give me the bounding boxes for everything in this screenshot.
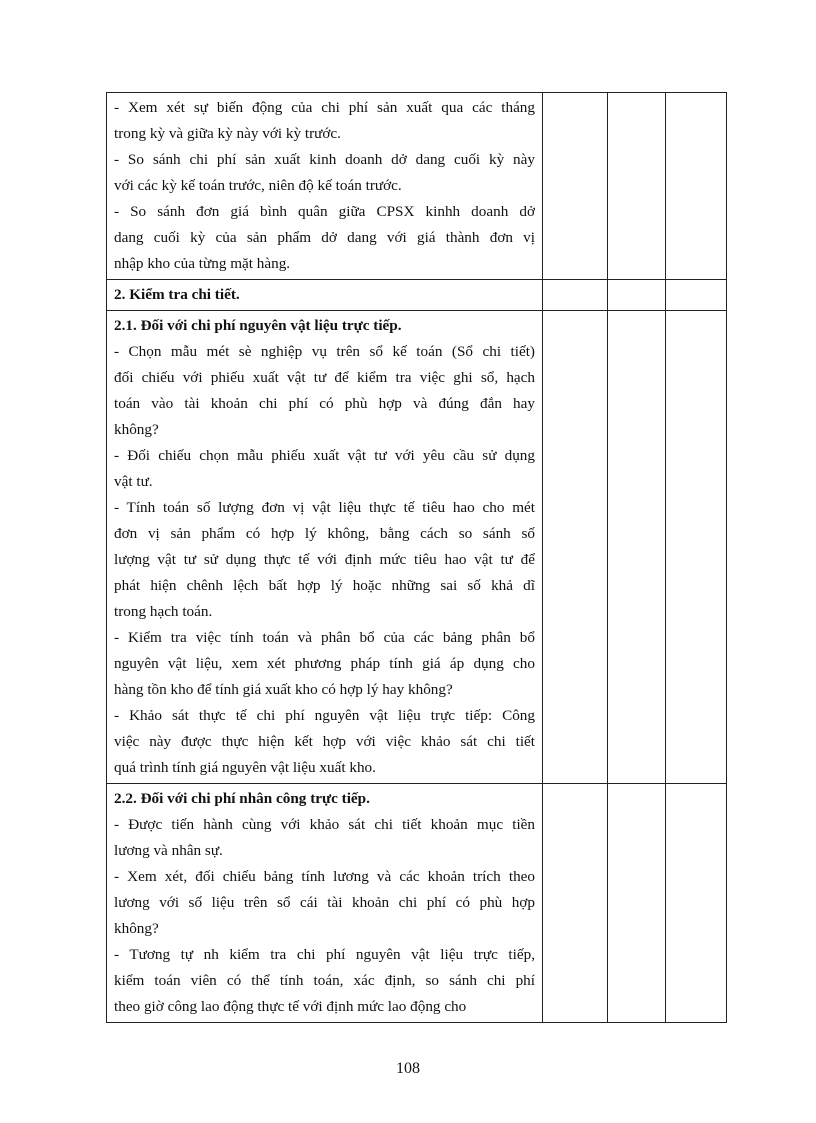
text-line: - Tương tự nh kiểm tra chi phí nguyên vật liệu trực tiếp,	[114, 946, 535, 963]
text-line: hàng tồn kho để tính giá xuất kho có hợp lý hay không?	[114, 681, 453, 698]
empty-column-cell	[608, 784, 666, 1023]
text-line: dang cuối kỳ của sản phẩm dở dang với giá thành đơn vị	[114, 229, 535, 246]
empty-column-cell	[666, 93, 727, 280]
text-line: không?	[114, 421, 159, 438]
table-row	[107, 93, 727, 280]
text-line: - Khảo sát thực tế chi phí nguyên vật liệu trực tiếp: Công	[114, 707, 535, 724]
procedure-cell	[107, 280, 543, 311]
text-line: trong hạch toán.	[114, 603, 213, 620]
text-line: việc này được thực hiện kết hợp với việc khảo sát chi tiết	[114, 733, 535, 750]
empty-column-cell	[608, 93, 666, 280]
empty-column-cell	[543, 311, 608, 784]
text-line: - So sánh đơn giá bình quân giữa CPSX kinhh doanh dở	[114, 203, 535, 220]
text-line: kiểm toán viên có thể tính toán, xác định, so sánh chi phí	[114, 972, 535, 989]
empty-column-cell	[608, 280, 666, 311]
empty-column-cell	[666, 784, 727, 1023]
procedure-cell	[107, 311, 543, 784]
section-heading: 2.1. Đối với chi phí nguyên vật liệu trực tiếp.	[114, 317, 402, 334]
text-line: toán vào tài khoản chi phí có phù hợp và đúng đắn hay	[114, 395, 535, 412]
empty-column-cell	[543, 280, 608, 311]
text-line: lượng vật tư sử dụng thực tế với định mức tiêu hao vật tư để	[114, 551, 535, 568]
page-number: 108	[396, 1060, 420, 1077]
text-line: phát hiện chênh lệch bất hợp lý hoặc những sai số khả dĩ	[114, 577, 535, 594]
text-line: - Được tiến hành cùng với khảo sát chi tiết khoản mục tiền	[114, 816, 535, 833]
empty-column-cell	[543, 784, 608, 1023]
text-line: quá trình tính giá nguyên vật liệu xuất kho.	[114, 759, 376, 776]
text-line: vật tư.	[114, 473, 153, 490]
table-body	[107, 93, 727, 1023]
empty-column-cell	[543, 93, 608, 280]
text-line: không?	[114, 920, 159, 937]
table-row	[107, 784, 727, 1023]
text-line: trong kỳ và giữa kỳ này với kỳ trước.	[114, 125, 341, 142]
text-line: lương và nhân sự.	[114, 842, 223, 859]
text-line: - Xem xét sự biến động của chi phí sản xuất qua các tháng	[114, 99, 535, 116]
procedure-cell	[107, 93, 543, 280]
audit-procedure-table	[106, 92, 727, 1023]
empty-column-cell	[608, 311, 666, 784]
table-row	[107, 280, 727, 311]
empty-column-cell	[666, 311, 727, 784]
text-line: - Kiểm tra việc tính toán và phân bổ của các bảng phân bổ	[114, 629, 535, 646]
table-row	[107, 311, 727, 784]
empty-column-cell	[666, 280, 727, 311]
text-line: - Chọn mẫu mét sè nghiệp vụ trên sổ kế toán (Sổ chi tiết)	[114, 343, 535, 360]
text-line: nhập kho của từng mặt hàng.	[114, 255, 291, 272]
procedure-cell	[107, 784, 543, 1023]
text-line: lương với số liệu trên sổ cái tài khoản chi phí có phù hợp	[114, 894, 535, 911]
text-line: nguyên vật liệu, xem xét phương pháp tính giá áp dụng cho	[114, 655, 535, 672]
text-line: với các kỳ kế toán trước, niên độ kế toán trước.	[114, 177, 402, 194]
text-line: đơn vị sản phẩm có hợp lý không, bằng cách so sánh số	[114, 525, 535, 542]
text-line: - Đối chiếu chọn mẫu phiếu xuất vật tư với yêu cầu sử dụng	[114, 447, 535, 464]
text-line: - Xem xét, đối chiếu bảng tính lương và các khoản trích theo	[114, 868, 535, 885]
section-heading: 2. Kiểm tra chi tiết.	[114, 286, 240, 303]
text-line: theo giờ công lao động thực tế với định mức lao động cho	[114, 998, 467, 1015]
text-line: - Tính toán số lượng đơn vị vật liệu thực tế tiêu hao cho mét	[114, 499, 535, 516]
text-line: - So sánh chi phí sản xuất kinh doanh dở dang cuối kỳ này	[114, 151, 535, 168]
section-heading: 2.2. Đối với chi phí nhân công trực tiếp.	[114, 790, 370, 807]
text-line: đối chiếu với phiếu xuất vật tư để kiểm tra việc ghi sổ, hạch	[114, 369, 535, 386]
